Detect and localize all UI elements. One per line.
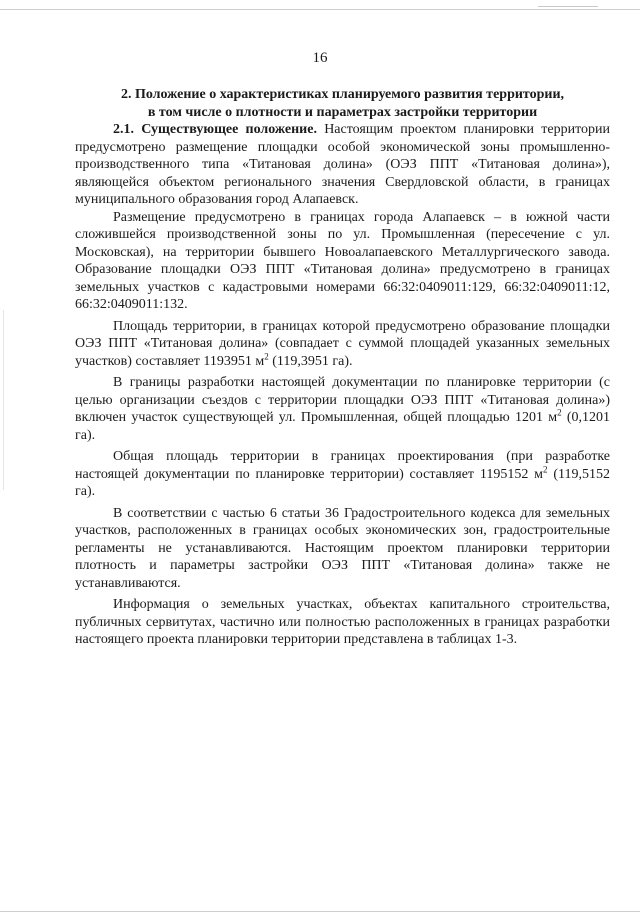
area-text-end: (119,3951 га). bbox=[268, 353, 353, 369]
heading-line-1: 2. Положение о характеристиках планируемого развития территории, bbox=[120, 87, 565, 102]
street-text-end: (0,1201 га). bbox=[75, 410, 610, 443]
left-scan-shadow bbox=[3, 310, 4, 490]
subsection-title: Существующее положение. bbox=[141, 122, 317, 137]
paragraph-tables-reference: Информация о земельных участках, объектах капитального строительства, публичных сервитутах, частично или полностью расположенных в границах разработки настоящего проекта планировки территории представлена в таблицах 1-3. bbox=[75, 597, 610, 647]
document-body bbox=[75, 86, 610, 649]
heading-line-2: в том числе о плотности и параметрах застройки территории bbox=[147, 104, 538, 120]
paragraph-total-area bbox=[75, 448, 610, 501]
top-scan-mark bbox=[538, 6, 598, 7]
total-area-text-end: (119,5152 га). bbox=[75, 466, 610, 499]
section-heading bbox=[75, 86, 610, 121]
subsection-number: 2.1. bbox=[113, 122, 134, 137]
street-text: В границы разработки настоящей документации по планировке территории (с целью организации съездов с территории площадки ОЭЗ ППТ «Титановая долина») включен участок существующей ул. Промышленная, общей площадью 1201 м bbox=[75, 375, 610, 425]
square-superscript: 2 bbox=[557, 407, 562, 418]
top-scan-border bbox=[0, 9, 640, 10]
page-number: 16 bbox=[312, 50, 328, 66]
bottom-scan-border bbox=[0, 911, 640, 912]
paragraph-regulations: В соответствии с частью 6 статьи 36 Градостроительного кодекса для земельных участков, расположенных в границах особых экономических зон, градостроительные регламенты не устанавливаются. Настоящим проектом планировки территории плотность и параметры застройки ОЭЗ ППТ «Титановая долина» также не устанавливаются. bbox=[75, 505, 610, 591]
paragraph-area bbox=[75, 318, 610, 371]
paragraph-placement: Размещение предусмотрено в границах города Алапаевск – в южной части сложившейся производственной зоны по ул. Промышленная (пересечение с ул. Московская), на территории бывшего Новоалапаевского Металлургического завода. Образование площадки ОЭЗ ППТ «Титановая долина» предусмотрено в границах земельных участков с кадастровыми номерами 66:32:0409011:129, 66:32:0409011:12, 66:32:0409011:132. bbox=[75, 209, 610, 312]
total-area-text: Общая площадь территории в границах проектирования (при разработке настоящей документации по планировке территории) составляет 1195152 м bbox=[75, 449, 610, 482]
paragraph-existing-situation bbox=[75, 121, 610, 209]
subsection-intro-text: Настоящим проектом планировки территории предусмотрено размещение площадки особой экономической зоны промышленно-производственного типа «Титановая долина» (ОЭЗ ППТ «Титановая долина»), являющейся объектом регионального значения Свердловской области, в границах муниципального образования город Алапаевск. bbox=[75, 122, 611, 207]
area-text: Площадь территории, в границах которой предусмотрено образование площадки ОЭЗ ППТ «Титановая долина» (совпадает с суммой площадей указанных земельных участков) составляет 1193951 м bbox=[75, 318, 610, 369]
square-superscript: 2 bbox=[543, 463, 548, 474]
square-superscript: 2 bbox=[264, 350, 269, 361]
paragraph-street-section bbox=[75, 374, 610, 444]
